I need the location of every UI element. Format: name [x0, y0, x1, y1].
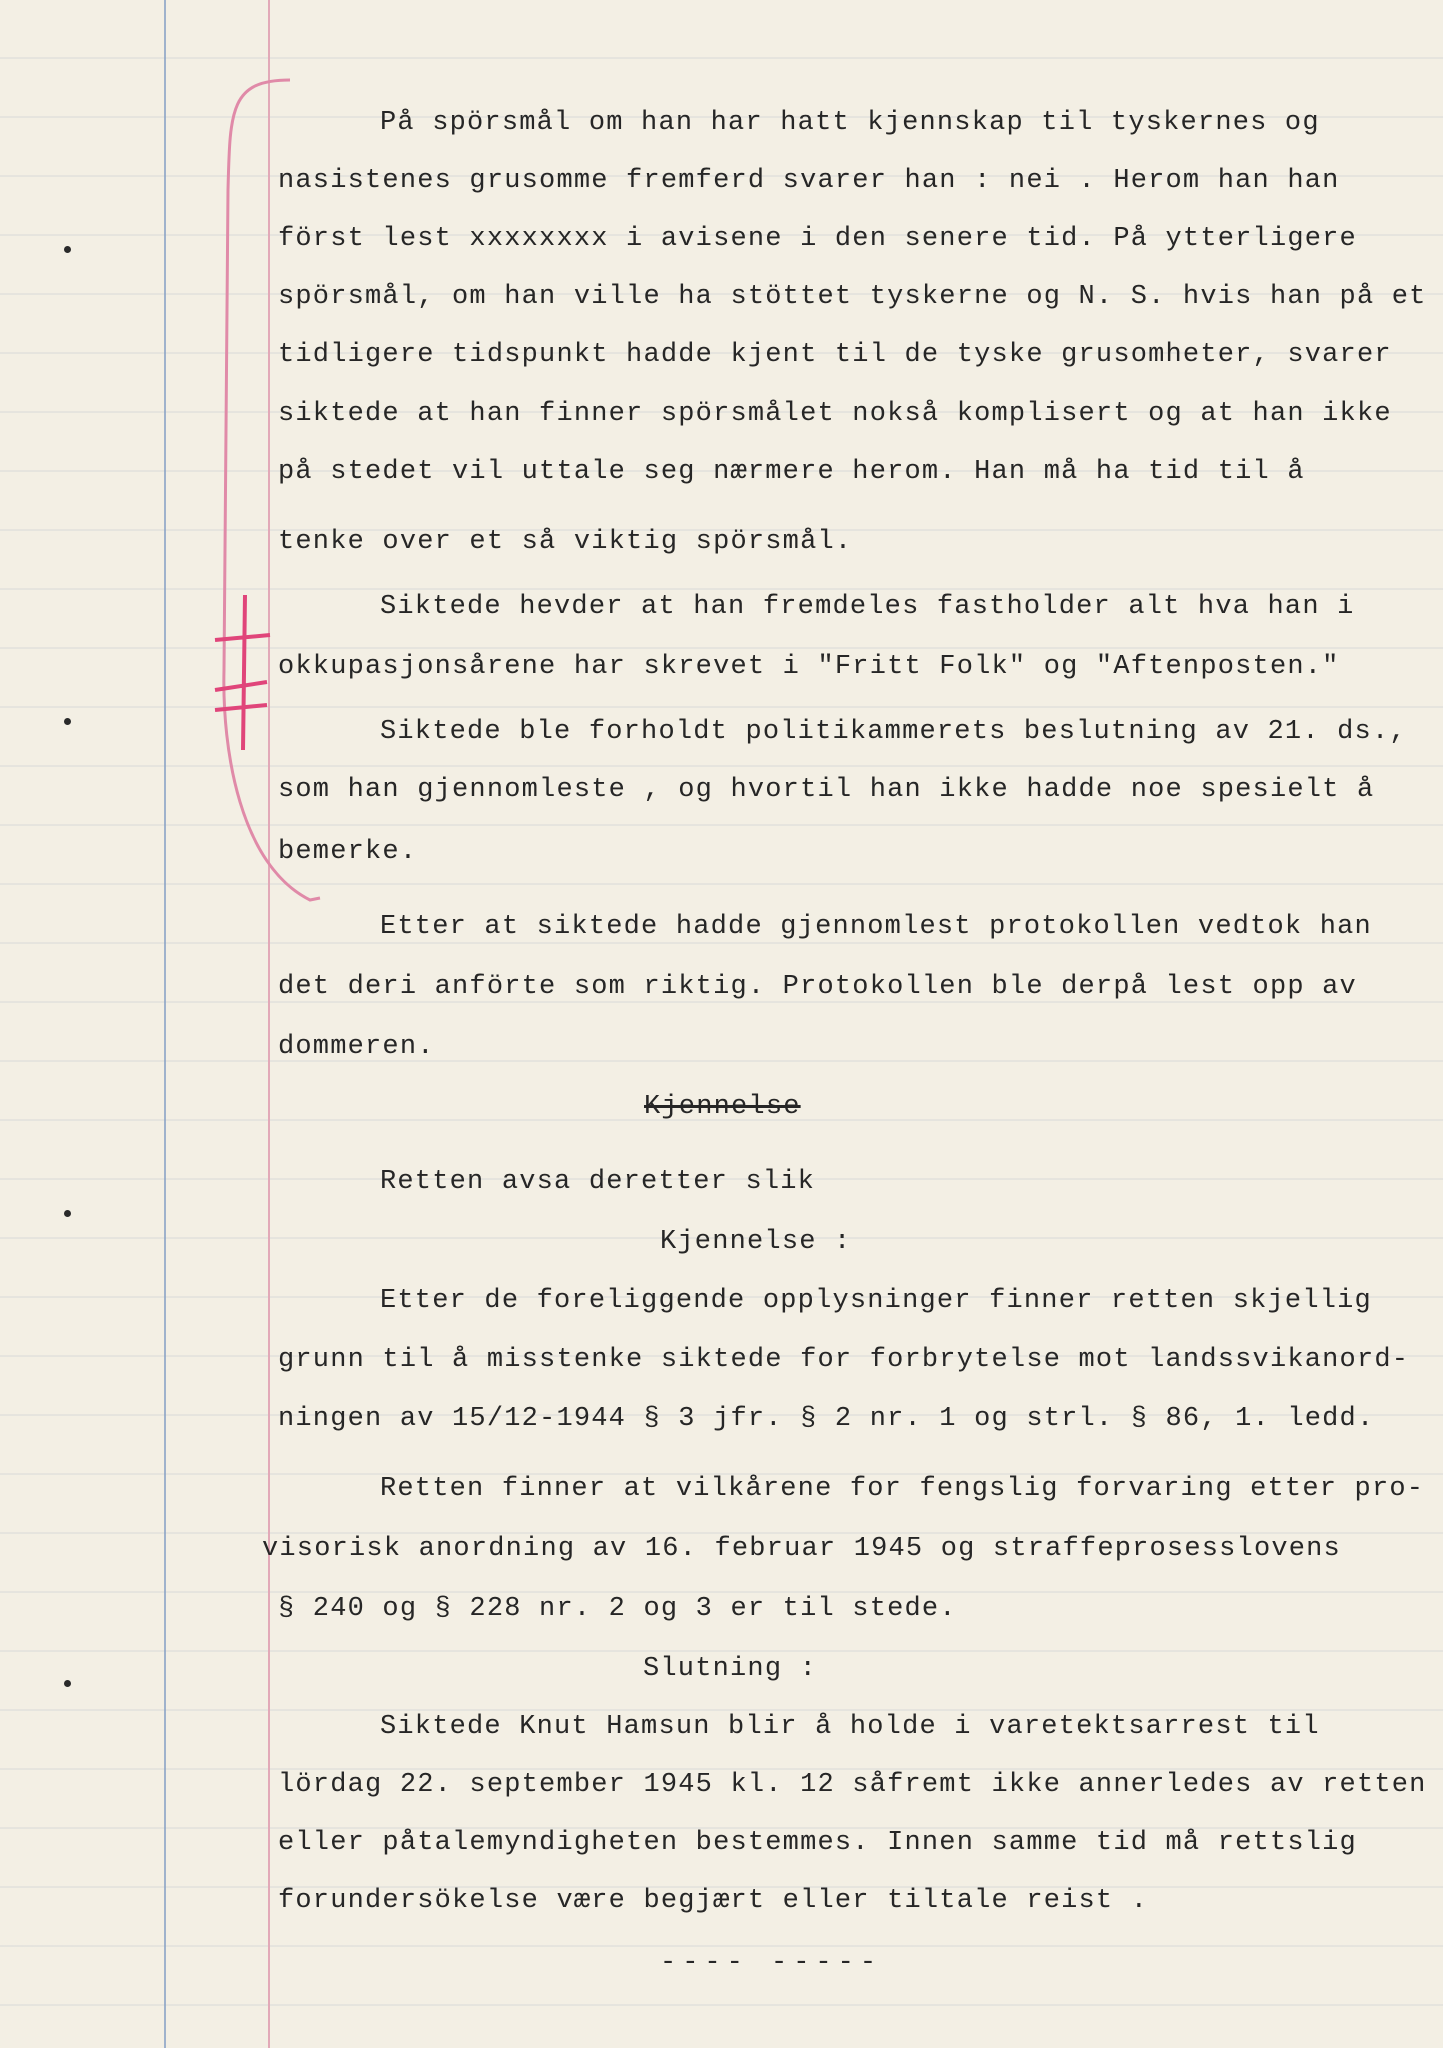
text-line: Etter at siktede hadde gjennomlest protokollen vedtok han [380, 912, 1372, 942]
text-line: § 240 og § 228 nr. 2 og 3 er til stede. [278, 1594, 957, 1624]
section-heading: Slutning : [643, 1654, 818, 1684]
text-line: Siktede hevder at han fremdeles fastholder alt hva han i [380, 592, 1355, 622]
punch-hole [64, 246, 71, 253]
text-line: spörsmål, om han ville ha stöttet tyskerne og N. S. hvis han på et [278, 282, 1427, 312]
text-line: först lest xxxxxxxx i avisene i den senere tid. På ytterligere [278, 224, 1357, 254]
text-line: visorisk anordning av 16. februar 1945 og straffeprosesslovens [262, 1534, 1341, 1564]
text-line: bemerke. [278, 837, 418, 867]
text-line: siktede at han finner spörsmålet nokså komplisert og at han ikke [278, 399, 1392, 429]
text-line: På spörsmål om han har hatt kjennskap til tyskernes og [380, 108, 1320, 138]
text-line: Retten finner at vilkårene for fengslig forvaring etter pro- [380, 1474, 1425, 1504]
text-line: eller påtalemyndigheten bestemmes. Innen samme tid må rettslig [278, 1828, 1357, 1858]
red-hash-mark [205, 590, 275, 760]
text-line: lördag 22. september 1945 kl. 12 såfremt ikke annerledes av retten [278, 1770, 1427, 1800]
text-line: på stedet vil uttale seg nærmere herom. Han må ha tid til å [278, 457, 1305, 487]
text-line: dommeren. [278, 1032, 435, 1062]
text-line: nasistenes grusomme fremferd svarer han : nei . Herom han han [278, 166, 1340, 196]
text-line: Siktede Knut Hamsun blir å holde i varetektsarrest til [380, 1712, 1320, 1742]
punch-hole [64, 718, 71, 725]
text-line: grunn til å misstenke siktede for forbrytelse mot landssvikanord- [278, 1345, 1410, 1375]
text-line: som han gjennomleste , og hvortil han ikke hadde noe spesielt å [278, 775, 1375, 805]
text-line: det deri anförte som riktig. Protokollen ble derpå lest opp av [278, 972, 1357, 1002]
margin-line-blue [164, 0, 166, 2048]
text-line: Etter de foreliggende opplysninger finner retten skjellig [380, 1286, 1372, 1316]
text-line: tidligere tidspunkt hadde kjent til de tyske grusomheter, svarer [278, 340, 1392, 370]
text-line: ningen av 15/12-1944 § 3 jfr. § 2 nr. 1 og strl. § 86, 1. ledd. [278, 1404, 1375, 1434]
struck-heading: Kjennelse [644, 1092, 801, 1122]
punch-hole [64, 1680, 71, 1687]
text-line: Retten avsa deretter slik [380, 1167, 816, 1197]
section-heading: Kjennelse : [660, 1227, 852, 1257]
text-line: tenke over et så viktig spörsmål. [278, 527, 853, 557]
text-line: okkupasjonsårene har skrevet i "Fritt Folk" og "Aftenposten." [278, 652, 1340, 682]
punch-hole [64, 1210, 71, 1217]
text-line: forundersökelse være begjært eller tiltale reist . [278, 1886, 1149, 1916]
text-line: Siktede ble forholdt politikammerets beslutning av 21. ds., [380, 717, 1407, 747]
closing-dashes: ---- ----- [660, 1948, 883, 1978]
